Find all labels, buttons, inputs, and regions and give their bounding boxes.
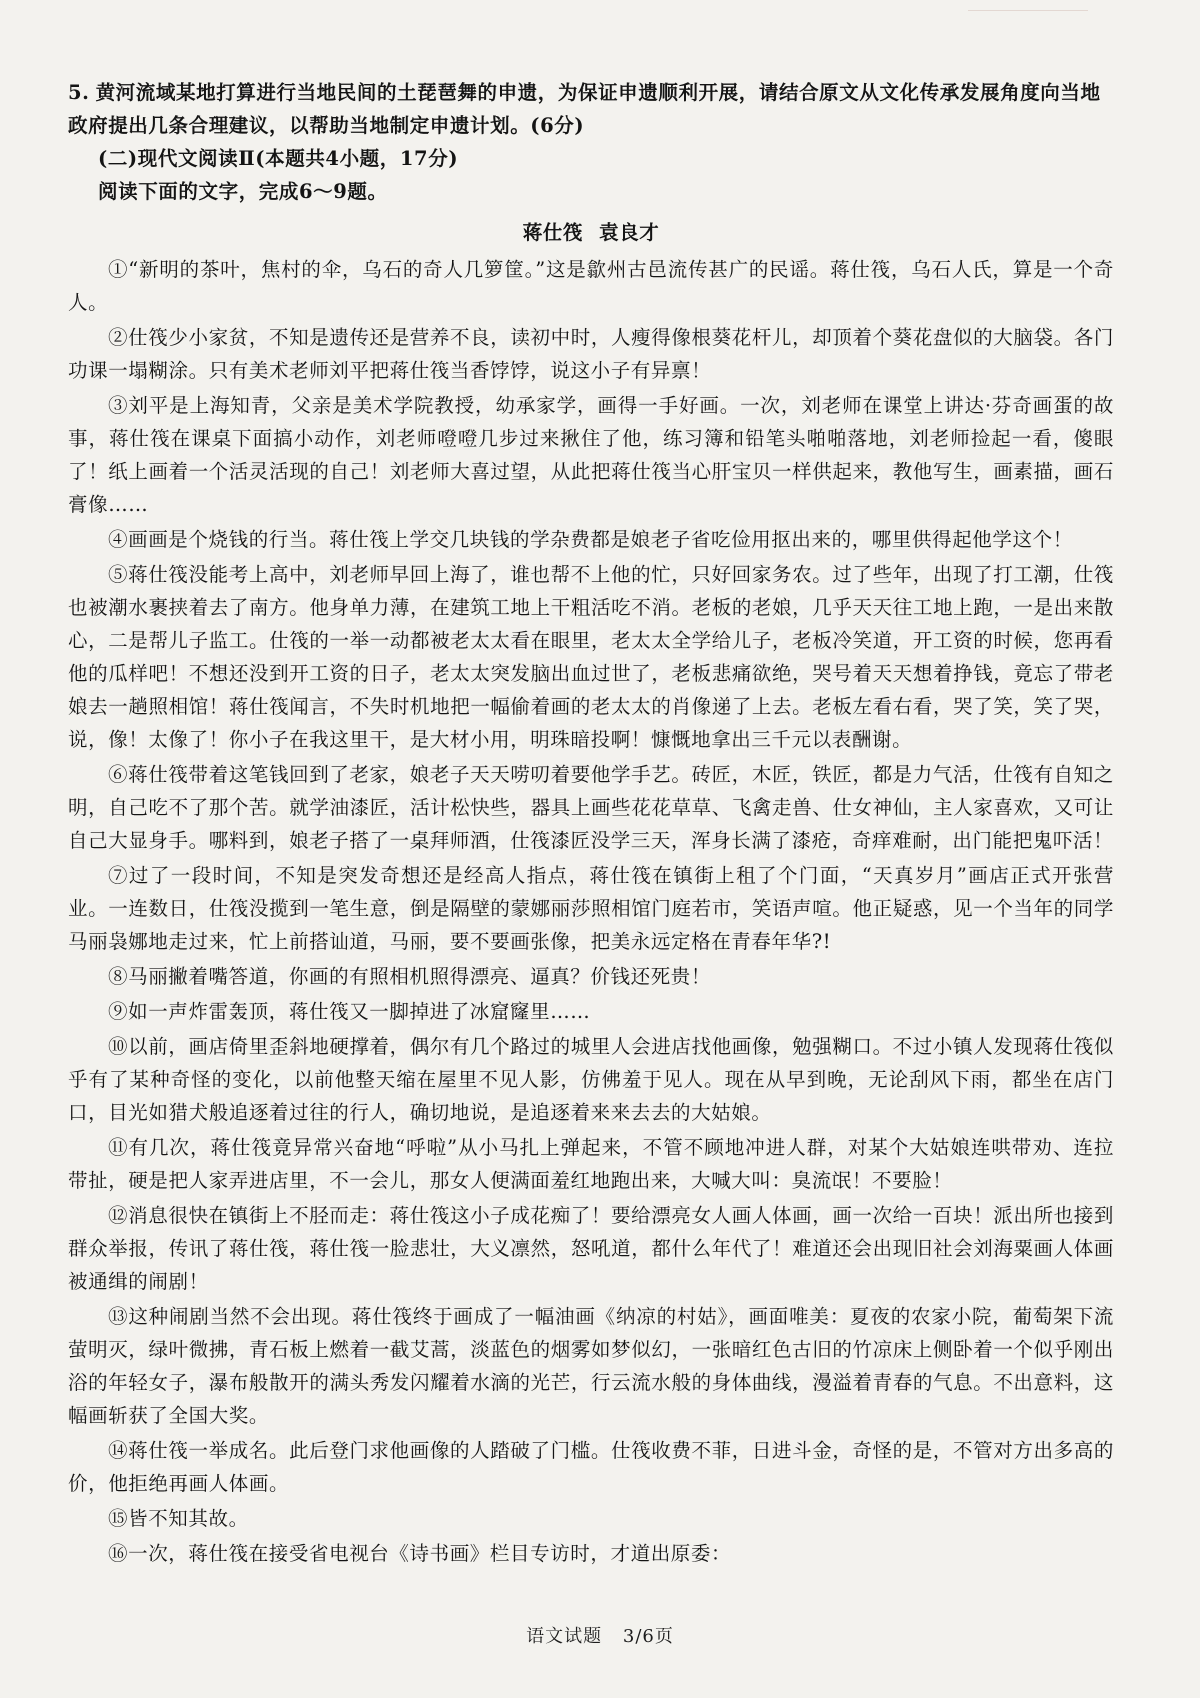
- paragraph-5: ⑤蒋仕筏没能考上高中，刘老师早回上海了，谁也帮不上他的忙，只好回家务农。过了些年，出现了打工潮，仕筏也被潮水裹挟着去了南方。他身单力薄，在建筑工地上干粗活吃不消。老板的老娘，几乎天天往工地上跑，一是出来散心，二是帮儿子监工。仕筏的一举一动都被老太太看在眼里，老太太全学给儿子，老板冷笑道，开工资的时候，您再看他的瓜样吧！不想还没到开工资的日子，老太太突发脑出血过世了，老板悲痛欲绝，哭号着天天想着挣钱，竟忘了带老娘去一趟照相馆！蒋仕筏闻言，不失时机地把一幅偷着画的老太太的肖像递了上去。老板左看右看，哭了笑，笑了哭，说，像！太像了！你小子在我这里干，是大材小用，明珠暗投啊！慷慨地拿出三千元以表酬谢。: [68, 563, 1114, 751]
- paragraph-12: ⑫消息很快在镇街上不胫而走：蒋仕筏这小子成花痴了！要给漂亮女人画人体画，画一次给一百块！派出所也接到群众举报，传讯了蒋仕筏，蒋仕筏一脸悲壮，大义凛然，怒吼道，都什么年代了！难道还会出现旧社会刘海粟画人体画被通缉的闹剧！: [68, 1204, 1114, 1293]
- paragraph-11: ⑪有几次，蒋仕筏竟异常兴奋地“呼啦”从小马扎上弹起来，不管不顾地冲进人群，对某个大姑娘连哄带劝、连拉带扯，硬是把人家弄进店里，不一会儿，那女人便满面羞红地跑出来，大喊大叫：臭流氓！不要脸！: [68, 1136, 1114, 1192]
- paragraph-3: ③刘平是上海知青，父亲是美术学院教授，幼承家学，画得一手好画。一次，刘老师在课堂上讲达·芬奇画蛋的故事，蒋仕筏在课桌下面搞小动作，刘老师噔噔几步过来揪住了他，练习簿和铅笔头啪啪落地，刘老师捡起一看，傻眼了！纸上画着一个活灵活现的自己！刘老师大喜过望，从此把蒋仕筏当心肝宝贝一样供起来，教他写生，画素描，画石膏像……: [68, 394, 1114, 516]
- paragraph-13: ⑬这种闹剧当然不会出现。蒋仕筏终于画成了一幅油画《纳凉的村姑》，画面唯美：夏夜的农家小院，葡萄架下流萤明灭，绿叶微拂，青石板上燃着一截艾蒿，淡蓝色的烟雾如梦似幻，一张暗红色古旧的竹凉床上侧卧着一个似乎刚出浴的年轻女子，瀑布般散开的满头秀发闪耀着水滴的光芒，行云流水般的身体曲线，漫溢着青春的气息。不出意料，这幅画斩获了全国大奖。: [68, 1305, 1114, 1427]
- paragraph-15: ⑮皆不知其故。: [108, 1507, 249, 1530]
- faint-stamp-mark: [968, 10, 1088, 29]
- page-footer: [0, 1622, 1200, 1648]
- article-author: 袁良才: [599, 221, 660, 244]
- paragraph-4: ④画画是个烧钱的行当。蒋仕筏上学交几块钱的学杂费都是娘老子省吃俭用抠出来的，哪里供得起他学这个！: [108, 528, 1073, 551]
- footer-page-number: 3/6页: [622, 1626, 674, 1647]
- question-text: 黄河流域某地打算进行当地民间的土琵琶舞的申遗，为保证申遗顺利开展，请结合原文从文化传承发展角度向当地政府提出几条合理建议，以帮助当地制定申遗计划。(6分): [68, 81, 1101, 137]
- article-title: 蒋仕筏: [522, 221, 583, 244]
- paragraph-8: ⑧马丽撇着嘴答道，你画的有照相机照得漂亮、逼真？价钱还死贵！: [108, 965, 712, 988]
- paragraph-10: ⑩以前，画店倚里歪斜地硬撑着，偶尔有几个路过的城里人会进店找他画像，勉强糊口。不过小镇人发现蒋仕筏似乎有了某种奇怪的变化，以前他整天缩在屋里不见人影，仿佛羞于见人。现在从早到晚，无论刮风下雨，都坐在店门口，目光如猎犬般追逐着过往的行人，确切地说，是追逐着来来去去的大姑娘。: [68, 1035, 1114, 1124]
- section-heading: (二)现代文阅读Ⅱ(本题共4小题，17分): [98, 147, 459, 170]
- reading-instruction: 阅读下面的文字，完成6～9题。: [98, 180, 388, 203]
- paragraph-14: ⑭蒋仕筏一举成名。此后登门求他画像的人踏破了门槛。仕筏收费不菲，日进斗金，奇怪的是，不管对方出多高的价，他拒绝再画人体画。: [68, 1439, 1114, 1495]
- paragraph-7: ⑦过了一段时间，不知是突发奇想还是经高人指点，蒋仕筏在镇街上租了个门面，“天真岁月”画店正式开张营业。一连数日，仕筏没揽到一笔生意，倒是隔壁的蒙娜丽莎照相馆门庭若市，笑语声喧。他正疑惑，见一个当年的同学马丽袅娜地走过来，忙上前搭讪道，马丽，要不要画张像，把美永远定格在青春年华?!: [68, 864, 1114, 953]
- footer-subject: 语文试题: [526, 1626, 603, 1647]
- paragraph-16: ⑯一次，蒋仕筏在接受省电视台《诗书画》栏目专访时，才道出原委：: [108, 1542, 732, 1565]
- question-number: 5.: [68, 81, 90, 104]
- paragraph-1: ①“新明的茶叶，焦村的伞，乌石的奇人几箩筐。”这是歙州古邑流传甚广的民谣。蒋仕筏，乌石人氏，算是一个奇人。: [68, 258, 1114, 314]
- paragraph-9: ⑨如一声炸雷轰顶，蒋仕筏又一脚掉进了冰窟窿里……: [108, 1000, 591, 1023]
- paragraph-2: ②仕筏少小家贫，不知是遗传还是营养不良，读初中时，人瘦得像根葵花杆儿，却顶着个葵花盘似的大脑袋。各门功课一塌糊涂。只有美术老师刘平把蒋仕筏当香饽饽，说这小子有异禀！: [68, 326, 1114, 382]
- paragraph-6: ⑥蒋仕筏带着这笔钱回到了老家，娘老子天天唠叨着要他学手艺。砖匠，木匠，铁匠，都是力气活，仕筏有自知之明，自己吃不了那个苦。就学油漆匠，活计松快些，器具上画些花花草草、飞禽走兽、仕女神仙，主人家喜欢，又可让自己大显身手。哪料到，娘老子搭了一桌拜师酒，仕筏漆匠没学三天，浑身长满了漆疮，奇痒难耐，出门能把鬼吓活！: [68, 763, 1114, 852]
- article-title-line: [68, 216, 1114, 249]
- question-5: [68, 76, 1114, 142]
